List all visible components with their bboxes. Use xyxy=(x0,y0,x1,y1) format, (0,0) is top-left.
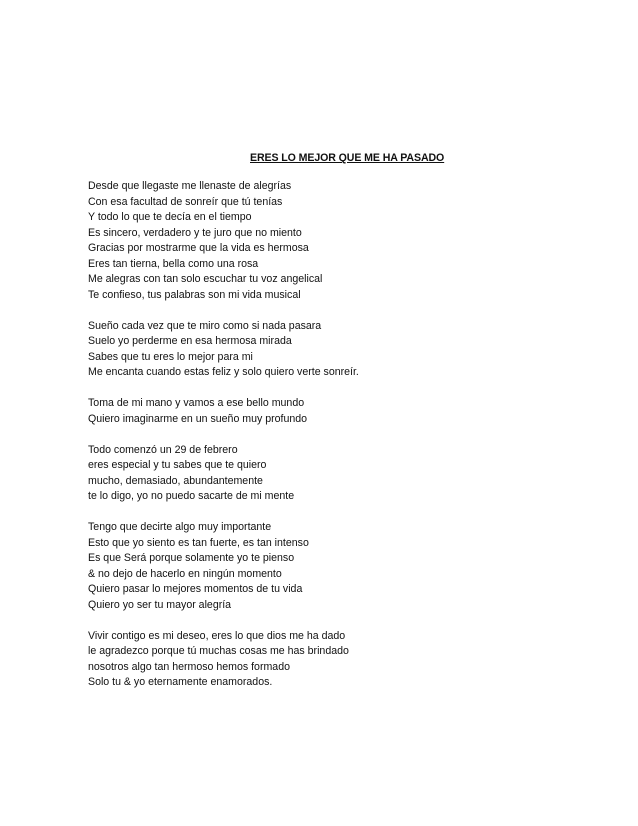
poem-line: Vivir contigo es mi deseo, eres lo que dios me ha dado xyxy=(88,629,346,642)
poem-line: Eres tan tierna, bella como una rosa xyxy=(88,257,259,270)
poem-line: Desde que llegaste me llenaste de alegrías xyxy=(88,180,292,192)
poem-body xyxy=(88,179,588,706)
poem-line: le agradezco porque tú muchas cosas me has brindado xyxy=(88,645,349,657)
stanza-4 xyxy=(88,443,588,505)
poem-line: Suelo yo perderme en esa hermosa mirada xyxy=(88,335,292,347)
stanza-1 xyxy=(88,179,588,303)
stanza-6 xyxy=(88,629,588,691)
poem-line: Toma de mi mano y vamos a ese bello mundo xyxy=(88,397,305,409)
poem-line: Quiero yo ser tu mayor alegría xyxy=(88,598,232,611)
poem-line: Solo tu & yo eternamente enamorados. xyxy=(88,676,273,688)
stanza-2 xyxy=(88,319,588,381)
poem-line: Con esa facultad de sonreír que tú tenías xyxy=(88,195,283,208)
stanza-3 xyxy=(88,396,588,427)
poem-line: Sabes que tu eres lo mejor para mi xyxy=(88,350,253,363)
poem-line: eres especial y tu sabes que te quiero xyxy=(88,459,267,471)
poem-line: Todo comenzó un 29 de febrero xyxy=(88,443,238,456)
poem-title: ERES LO MEJOR QUE ME HA PASADO xyxy=(250,152,445,164)
poem-line: te lo digo, yo no puedo sacarte de mi mente xyxy=(88,490,295,502)
poem-line: nosotros algo tan hermoso hemos formado xyxy=(88,660,290,673)
poem-line: Es que Será porque solamente yo te pienso xyxy=(88,552,295,564)
poem-line: Esto que yo siento es tan fuerte, es tan intenso xyxy=(88,536,309,549)
poem-line: Me alegras con tan solo escuchar tu voz angelical xyxy=(88,273,323,285)
poem-line: Sueño cada vez que te miro como si nada pasara xyxy=(88,319,322,332)
poem-line: & no dejo de hacerlo en ningún momento xyxy=(88,567,282,580)
poem-line: Gracias por mostrarme que la vida es hermosa xyxy=(88,242,309,254)
poem-line: Quiero imaginarme en un sueño muy profundo xyxy=(88,412,308,425)
poem-line: Me encanta cuando estas feliz y solo quiero verte sonreír. xyxy=(88,366,359,378)
stanza-5 xyxy=(88,520,588,613)
poem-line: mucho, demasiado, abundantemente xyxy=(88,474,263,487)
poem-line: Es sincero, verdadero y te juro que no miento xyxy=(88,226,302,239)
poem-line: Te confieso, tus palabras son mi vida musical xyxy=(88,288,301,301)
poem-line: Y todo lo que te decía en el tiempo xyxy=(88,211,252,223)
poem-line: Tengo que decirte algo muy importante xyxy=(88,521,272,533)
poem-line: Quiero pasar lo mejores momentos de tu vida xyxy=(88,583,303,595)
